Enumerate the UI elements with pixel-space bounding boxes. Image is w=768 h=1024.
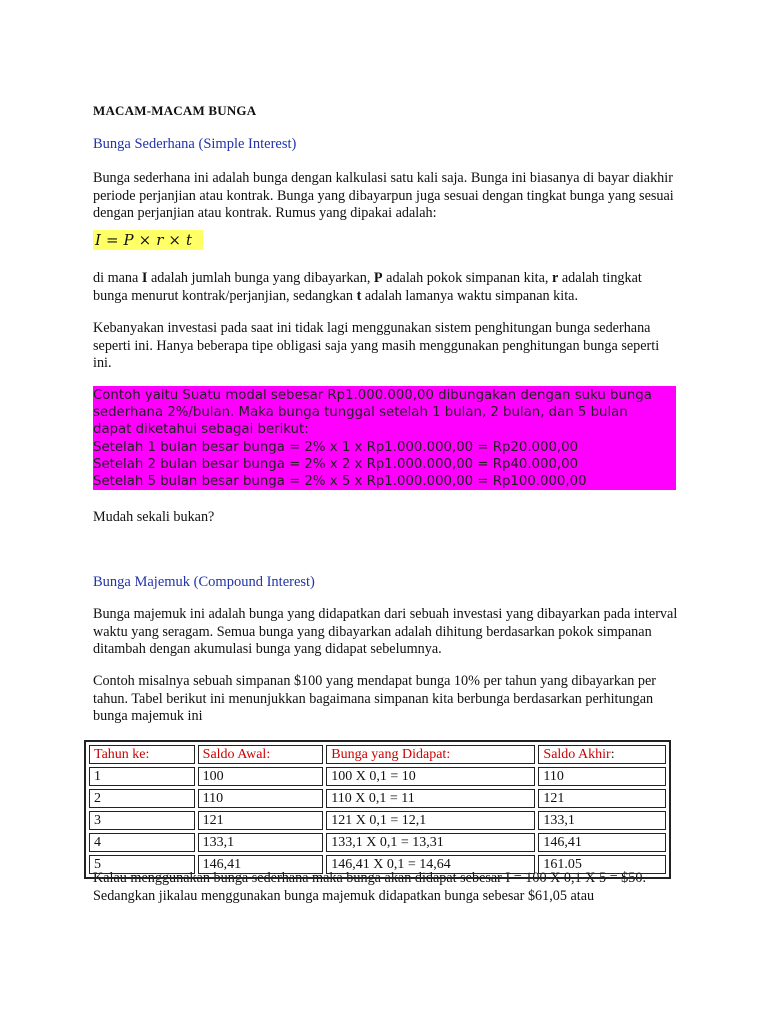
cell-final-balance: 146,41: [538, 833, 666, 852]
explanation-text-d: adalah tingkat bunga menurut kontrak/perjanjian, sedangkan: [93, 270, 642, 304]
simple-interest-paragraph-1: Bunga sederhana ini adalah bunga dengan kalkulasi satu kali saja. Bunga ini biasanya di bayar diakhir periode perjanjian atau kontrak. Bunga yang dibayarpun juga sesuai dengan tingkat bunga yang sesuai dengan perjanjian atau kontrak. Rumus yang dipakai adalah:: [93, 170, 674, 221]
compound-interest-paragraph-1: Bunga majemuk ini adalah bunga yang didapatkan dari sebuah investasi yang dibayarkan pada interval waktu yang seragam. Semua bunga yang dibayarkan adalah dihitung berdasarkan pokok simpanan ditambah dengan akumulasi bunga yang didapat sebelumnya.: [93, 606, 678, 657]
example-line: sederhana 2%/bulan. Maka bunga tunggal setelah 1 bulan, 2 bulan, dan 5 bulan: [93, 405, 628, 421]
interest-formula: [93, 230, 203, 250]
header-final-balance-text: Saldo Akhir: [543, 746, 611, 762]
compound-interest-heading: Bunga Majemuk (Compound Interest): [93, 574, 315, 590]
table-header-row: [89, 745, 666, 764]
cell-year: 3: [89, 811, 195, 830]
formula-p: P: [123, 231, 134, 249]
cell-initial-balance: 100: [198, 767, 324, 786]
example-line: Setelah 1 bulan besar bunga = 2% x 1 x Rp1.000.000,00 = Rp20.000,00: [93, 439, 579, 455]
formula-r: r: [156, 231, 164, 249]
compound-interest-paragraph-2: Contoh misalnya sebuah simpanan $100 yang mendapat bunga 10% per tahun yang dibayarkan per tahun. Tabel berikut ini menunjukkan bagaimana simpanan kita berbunga berdasarkan perhitungan bunga majemuk ini: [93, 673, 657, 724]
cell-final-balance: 161.05: [538, 855, 666, 874]
explanation-text-e: adalah lamanya waktu simpanan kita.: [361, 287, 578, 304]
cell-final-balance: 121: [538, 789, 666, 808]
cell-initial-balance: 146,41: [198, 855, 324, 874]
explanation-var-i: I: [141, 270, 148, 286]
cell-final-balance: 110: [538, 767, 666, 786]
cell-interest-earned: 133,1 X 0,1 = 13,31: [326, 833, 535, 852]
explanation-text-a: di mana: [93, 270, 142, 286]
example-line: Setelah 2 bulan besar bunga = 2% x 2 x Rp1.000.000,00 = Rp40.000,00: [93, 456, 579, 472]
table-row: [89, 811, 666, 830]
header-final-balance-colon: :: [610, 746, 615, 762]
cell-initial-balance: 110: [198, 789, 324, 808]
cell-year: 1: [89, 767, 195, 786]
cell-initial-balance: 121: [198, 811, 324, 830]
example-line: Setelah 5 bulan besar bunga = 2% x 5 x Rp1.000.000,00 = Rp100.000,00: [93, 474, 587, 490]
explanation-text-c: adalah pokok simpanan kita,: [382, 270, 553, 286]
example-line: Contoh yaitu Suatu modal sebesar Rp1.000.000,00 dibungakan dengan suku bunga: [93, 388, 652, 403]
formula-t: t: [185, 231, 192, 249]
cell-interest-earned: 121 X 0,1 = 12,1: [326, 811, 535, 830]
example-line: dapat diketahui sebagai berikut:: [93, 422, 309, 438]
cell-interest-earned: 110 X 0,1 = 11: [326, 789, 535, 808]
formula-times-2: ×: [168, 231, 181, 249]
explanation-var-p: P: [373, 270, 383, 286]
table-row: [89, 789, 666, 808]
cell-year: 2: [89, 789, 195, 808]
table-row: [89, 855, 666, 874]
document-title: MACAM-MACAM BUNGA: [93, 103, 257, 118]
header-initial-balance: Saldo Awal:: [198, 745, 324, 764]
explanation-var-r: r: [552, 270, 559, 286]
header-year: Tahun ke:: [89, 745, 195, 764]
table-row: [89, 767, 666, 786]
simple-interest-closing: Mudah sekali bukan?: [93, 509, 215, 525]
formula-explanation-paragraph: [93, 270, 678, 305]
compound-interest-paragraph-3: Kalau menggunakan bunga sederhana maka bunga akan didapat sebesar I = 100 X 0,1 X 5 = $50. Sedangkan jikalau menggunakan bunga majemuk didapatkan bunga sebesar $61,05 atau: [93, 870, 646, 904]
explanation-text-b: adalah jumlah bunga yang dibayarkan,: [147, 270, 374, 286]
simple-interest-paragraph-3: Kebanyakan investasi pada saat ini tidak lagi menggunakan sistem penghitungan bunga sederhana seperti ini. Hanya beberapa tipe obligasi saja yang masih menggunakan penghitungan bunga seperti ini.: [93, 320, 660, 371]
table-row: [89, 833, 666, 852]
explanation-var-t: t: [356, 287, 362, 304]
formula-i: I: [95, 231, 101, 249]
cell-year: 4: [89, 833, 195, 852]
formula-times-1: ×: [138, 231, 152, 249]
cell-interest-earned: 100 X 0,1 = 10: [326, 767, 535, 786]
header-final-balance: [538, 745, 666, 764]
cell-initial-balance: 133,1: [198, 833, 324, 852]
simple-interest-example-box: [93, 386, 676, 490]
cell-final-balance: 133,1: [538, 811, 666, 830]
cell-interest-earned: 146,41 X 0,1 = 14,64: [326, 855, 535, 874]
header-interest-earned: Bunga yang Didapat:: [326, 745, 535, 764]
simple-interest-heading: Bunga Sederhana (Simple Interest): [93, 136, 297, 152]
compound-interest-table: [84, 740, 671, 879]
formula-equals: =: [105, 231, 119, 249]
cell-year: 5: [89, 855, 195, 874]
